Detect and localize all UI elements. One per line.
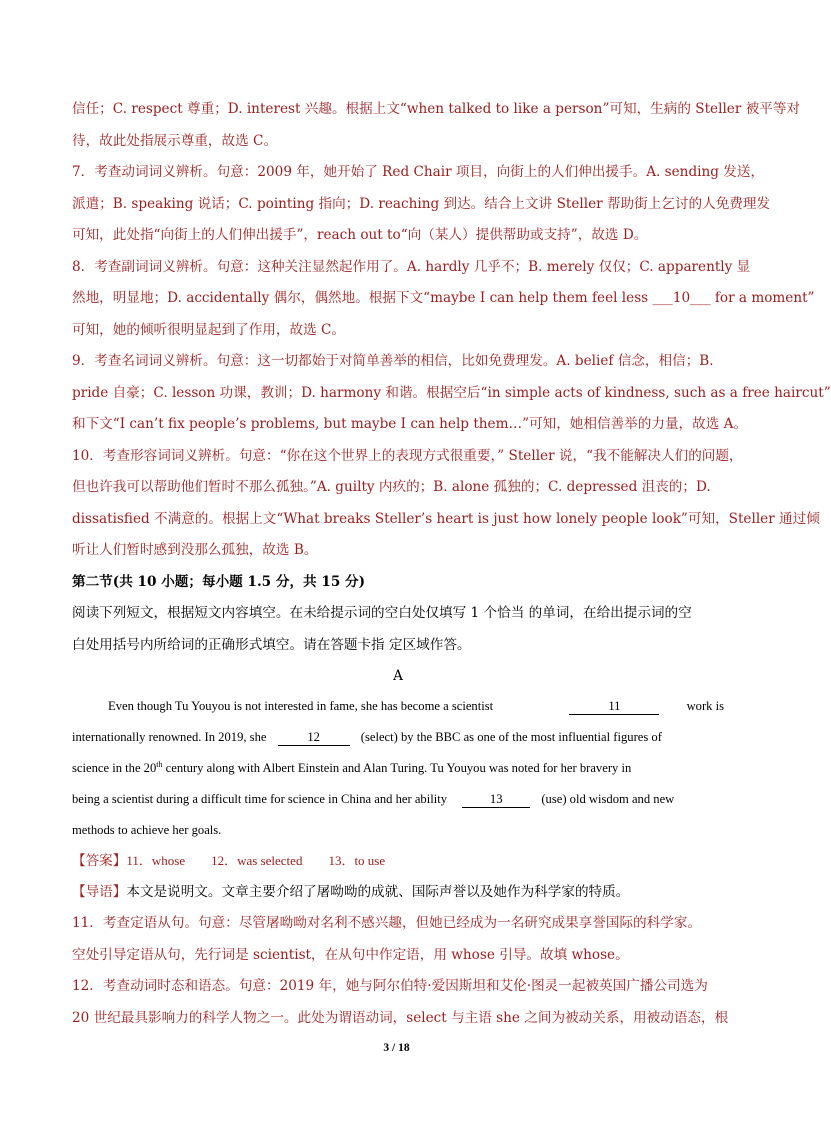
explanation-line: 和下文“I can’t fix people’s problems, but maybe I can help them…”可知，她相信善举的力量，故选 A。 <box>72 416 748 432</box>
explanation-line: 可知，此处指“向街上的人们伸出援手”，reach out to“向（某人）提供帮助或支持”，故选 D。 <box>72 227 648 243</box>
section-heading: 第二节(共 10 小题；每小题 1.5 分，共 15 分) <box>72 574 366 590</box>
explanation-line: dissatisfied 不满意的。根据上文“What breaks Steller’s heart is just how lonely people look”可知，Steller 通过倾 <box>72 511 820 527</box>
page-number: 3 / 18 <box>383 1042 410 1054</box>
answer-label: 【答案】 <box>72 853 127 869</box>
guide-label: 【导语】 <box>72 884 127 900</box>
explanation-line: 12．考查动词时态和语态。句意：2019 年，她与阿尔伯特·爱因斯坦和艾伦·图灵一起被英国广播公司选为 <box>72 978 708 994</box>
passage-line <box>72 728 724 746</box>
guide-text: 本文是说明文。文章主要介绍了屠呦呦的成就、国际声誉以及她作为科学家的特质。 <box>126 884 630 900</box>
explanation-line: 可知，她的倾听很明显起到了作用，故选 C。 <box>72 322 346 338</box>
answer-line <box>72 852 744 870</box>
instructions-line: 阅读下列短文，根据短文内容填空。在未给提示词的空白处仅填写 1 个恰当 的单词，在给出提示词的空 <box>72 605 692 621</box>
passage-text: internationally renowned. In 2019, she <box>72 730 267 744</box>
explanation-line: 但也许我可以帮助他们暂时不那么孤独。”A. guilty 内疚的；B. alone 孤独的；C. depressed 沮丧的；D. <box>72 479 711 495</box>
blank-11[interactable]: 11 <box>569 699 659 715</box>
passage-text: science in the 20 <box>72 761 157 775</box>
explanation-line: 听让人们暂时感到没那么孤独，故选 B。 <box>72 542 318 558</box>
blank-13[interactable]: 13 <box>462 792 530 808</box>
passage-text: Even though Tu Youyou is not interested in fame, she has become a scientist <box>108 699 494 713</box>
guide-line <box>72 883 744 901</box>
explanation-line: 7．考查动词词义辨析。句意：2009 年，她开始了 Red Chair 项目，向街上的人们伸出援手。A. sending 发送， <box>72 164 765 180</box>
passage-text: century along with Albert Einstein and Alan Turing. Tu Youyou was noted for her bravery in <box>162 761 632 775</box>
explanation-line: 10．考查形容词词义辨析。句意：“你在这个世界上的表现方式很重要，” Steller 说，“我不能解决人们的问题， <box>72 448 743 464</box>
explanation-line: 派遣；B. speaking 说话；C. pointing 指向；D. reaching 到达。结合上文讲 Steller 帮助街上乞讨的人免费理发 <box>72 196 771 212</box>
passage-text: being a scientist during a difficult time for science in China and her ability <box>72 792 448 806</box>
explanation-line: 8．考查副词词义辨析。句意：这种关注显然起作用了。A. hardly 几乎不；B. merely 仅仅；C. apparently 显 <box>72 259 751 275</box>
instructions-line: 白处用括号内所给词的正确形式填空。请在答题卡指 定区域作答。 <box>72 637 471 653</box>
superscript: th <box>156 759 163 769</box>
passage-label: A <box>393 668 403 684</box>
passage-text: (use) old wisdom and new <box>541 792 675 806</box>
explanation-line: 信任；C. respect 尊重；D. interest 兴趣。根据上文“when talked to like a person”可知，生病的 Steller 被平等对 <box>72 101 801 117</box>
explanation-line: pride 自豪；C. lesson 功课，教训；D. harmony 和谐。根据空后“in simple acts of kindness, such as a free haircut” <box>72 385 831 401</box>
explanation-line: 9．考查名词词义辨析。句意：这一切都始于对简单善举的相信，比如免费理发。A. belief 信念，相信；B. <box>72 353 714 369</box>
answer-items: 11．whose 12．was selected 13．to use <box>126 853 386 868</box>
explanation-line: 然地，明显地；D. accidentally 偶尔，偶然地。根据下文“maybe I can help them feel less ___10___ for a moment” <box>72 290 815 306</box>
passage-line: methods to achieve her goals. <box>72 823 222 837</box>
passage-line <box>72 697 724 715</box>
blank-12[interactable]: 12 <box>278 730 350 746</box>
passage-line <box>72 790 724 808</box>
passage-line <box>72 759 724 777</box>
explanation-line: 待，故此处指展示尊重，故选 C。 <box>72 133 278 149</box>
explanation-line: 空处引导定语从句，先行词是 scientist，在从句中作定语，用 whose 引导。故填 whose。 <box>72 947 629 963</box>
explanation-line: 11．考查定语从句。句意：尽管屠呦呦对名利不感兴趣，但她已经成为一名研究成果享誉国际的科学家。 <box>72 915 702 931</box>
passage-text: work is <box>686 699 724 713</box>
passage-text: (select) by the BBC as one of the most influential figures of <box>360 730 662 744</box>
explanation-line: 20 世纪最具影响力的科学人物之一。此处为谓语动词，select 与主语 she 之间为被动关系，用被动语态，根 <box>72 1010 729 1026</box>
